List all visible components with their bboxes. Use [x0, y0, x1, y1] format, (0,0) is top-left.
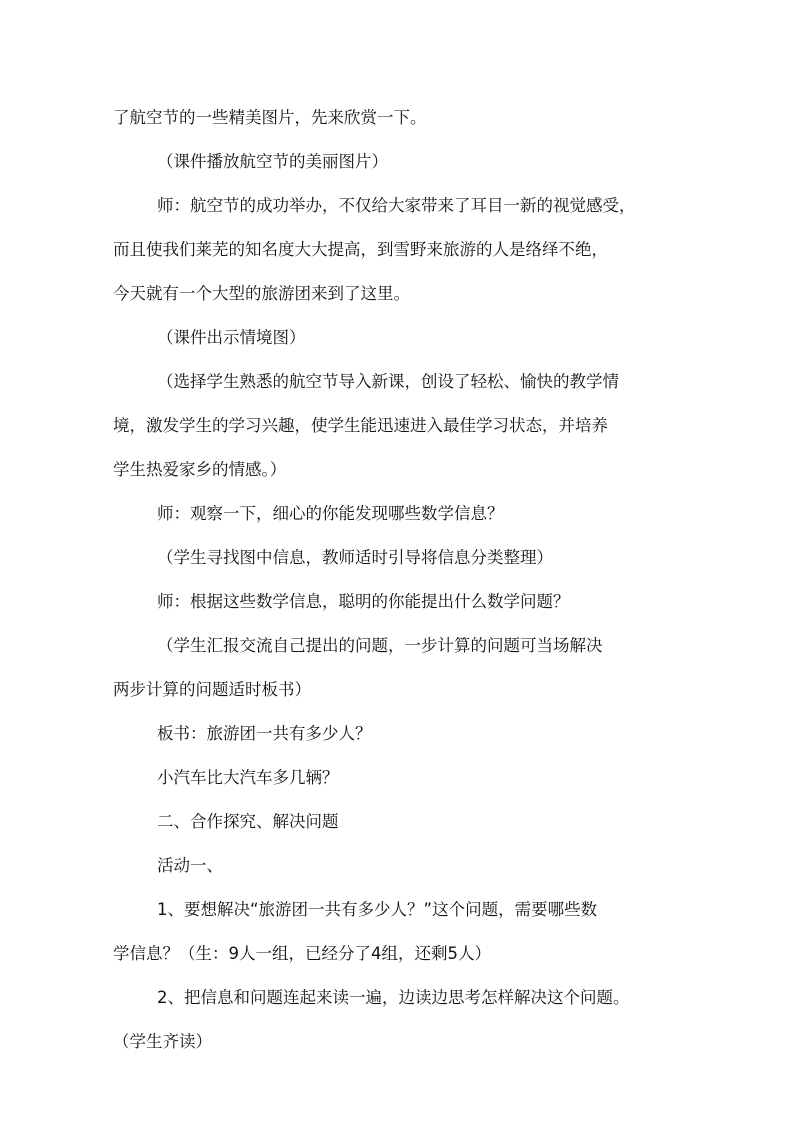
text-line: 师：根据这些数学信息，聪明的你能提出什么数学问题？ — [157, 592, 570, 611]
text-line: 1、要想解决“旅游团一共有多少人？”这个问题，需要哪些数 — [157, 900, 598, 919]
text-line: （课件播放航空节的美丽图片） — [157, 152, 388, 171]
activity-heading: 活动一、 — [157, 856, 223, 875]
text-line: 境，激发学生的学习兴趣，使学生能迅速进入最佳学习状态，并培养 — [113, 416, 608, 435]
section-heading: 二、合作探究、解决问题 — [157, 812, 339, 831]
text-line: （学生汇报交流自己提出的问题，一步计算的问题可当场解决 — [157, 636, 603, 655]
text-line: （学生齐读） — [113, 1032, 212, 1051]
text-line: 小汽车比大汽车多几辆？ — [157, 768, 339, 787]
text-line: （学生寻找图中信息，教师适时引导将信息分类整理） — [157, 548, 553, 567]
text-line: 2、把信息和问题连起来读一遍，边读边思考怎样解决这个问题。 — [157, 988, 630, 1007]
text-line: 学生热爱家乡的情感。） — [113, 460, 287, 479]
text-line: 师：航空节的成功举办，不仅给大家带来了耳目一新的视觉感受， — [157, 196, 636, 215]
text-line: 两步计算的问题适时板书） — [113, 680, 311, 699]
document-body — [113, 96, 679, 1064]
text-line: 今天就有一个大型的旅游团来到了这里。 — [113, 284, 410, 303]
text-line: 学信息？（生：9人一组，已经分了4组，还剩5人） — [113, 944, 491, 963]
text-line: 而且使我们莱芜的知名度大大提高，到雪野来旅游的人是络绎不绝， — [113, 240, 608, 259]
text-line: 了航空节的一些精美图片，先来欣赏一下。 — [113, 108, 427, 127]
text-line: 师：观察一下，细心的你能发现哪些数学信息？ — [157, 504, 504, 523]
text-line: （课件出示情境图） — [157, 328, 306, 347]
text-line: （选择学生熟悉的航空节导入新课，创设了轻松、愉快的教学情 — [157, 372, 619, 391]
text-line: 板书：旅游团一共有多少人？ — [157, 724, 372, 743]
